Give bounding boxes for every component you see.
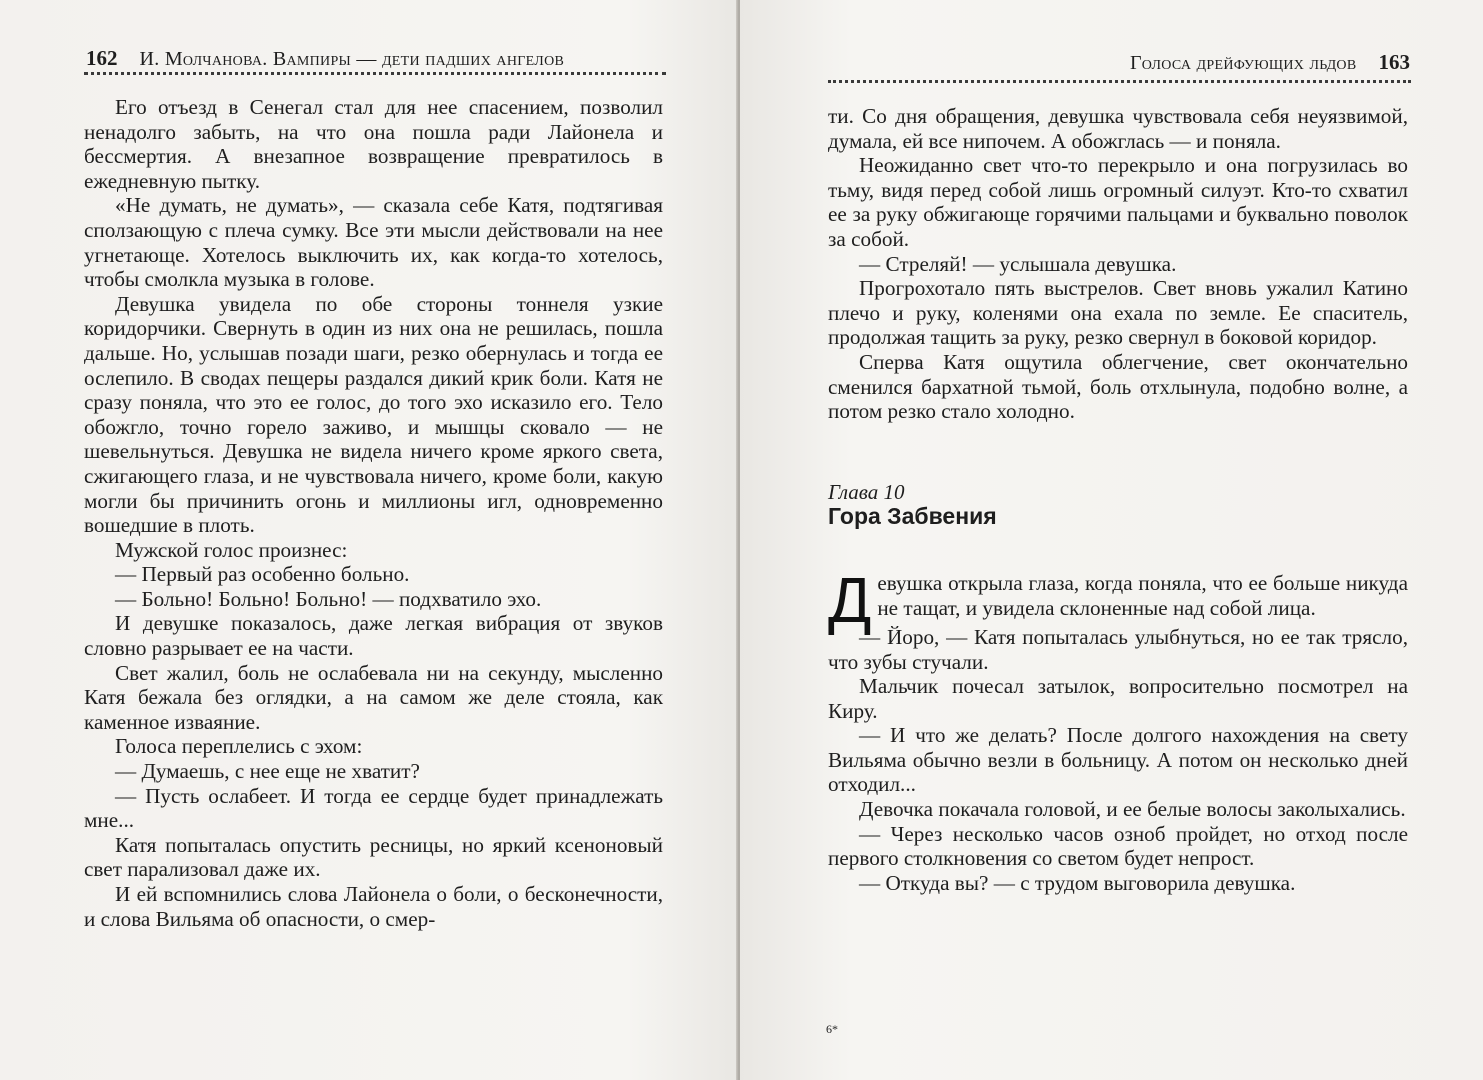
right-page-number: 163 — [1378, 50, 1410, 74]
right-header-rule — [828, 80, 1411, 83]
first-paragraph-text: евушка открыла глаза, когда поняла, что ее больше никуда не тащат, и увидела склоненные над собой лица. — [877, 570, 1408, 620]
dialogue-line: — Откуда вы? — с трудом выговорила девушка. — [859, 870, 1296, 895]
dialogue-line: — Йоро, — Катя попыталась улыбнуться, но ее так трясло, что зубы стучали. — [828, 624, 1408, 674]
left-running-head — [86, 46, 564, 71]
paragraph: Его отъезд в Сенегал стал для нее спасением, позволил ненадолго забыть, на что она пошла ради Лайонела и бессмертия. А внезапное возвращение превратилось в ежедневную пытку. — [84, 95, 663, 193]
chapter-title: Гора Забвения — [828, 503, 997, 530]
paragraph: ти. Со дня обращения, девушка чувствовала себя неуязвимой, думала, ей все нипочем. А обожглась — и поняла. — [828, 104, 1408, 153]
right-running-title: Голоса дрейфующих льдов — [1129, 52, 1357, 74]
paragraph: Девочка покачала головой, и ее белые волосы заколыхались. — [859, 797, 1406, 822]
paragraph: И девушке показалось, даже легкая вибрация от звуков словно разрывает ее на части. — [84, 611, 663, 661]
paragraph: Мужской голос произнес: — [115, 537, 348, 562]
drop-cap: Д — [828, 563, 872, 636]
dialogue-line: — Пусть ослабеет. И тогда ее сердце будет принадлежать мне... — [84, 783, 663, 833]
left-page — [0, 0, 738, 1080]
paragraph: Неожиданно свет что-то перекрыло и она погрузилась во тьму, видя перед собой лишь огромный силуэт. Кто-то схватил ее за руку обжигающе горячими пальцами и буквально поволок за собой. — [828, 153, 1408, 251]
left-header-rule — [84, 72, 666, 75]
printer-signature: 6* — [826, 1022, 838, 1036]
paragraph: Сперва Катя ощутила облегчение, свет окончательно сменился бархатной тьмой, боль отхлынула, подобно волне, а потом резко стало холодно. — [828, 349, 1408, 424]
paragraph: «Не думать, не думать», — сказала себе Катя, подтягивая сползающую с плеча сумку. Все эти мысли действовали на нее угнетающе. Хотелось выключить их, как когда-то хотелось, чтобы смолкла музыка в голове. — [84, 193, 663, 292]
paragraph: Свет жалил, боль не ослабевала ни на секунду, мысленно Катя бежала без оглядки, а на самом же деле стояла, как каменное изваяние. — [84, 660, 663, 734]
dialogue-line: — И что же делать? После долгого нахождения на свету Вильяма обычно везли в больницу. А потом он несколько дней отходил... — [828, 723, 1408, 797]
paragraph: Голоса переплелись с эхом: — [115, 734, 363, 759]
paragraph: И ей вспомнились слова Лайонела о боли, о бесконечности, и слова Вильяма об опасности, о смер- — [84, 882, 663, 931]
dialogue-line: — Больно! Больно! Больно! — подхватило эхо. — [115, 586, 542, 611]
left-running-title: И. Молчанова. Вампиры — дети падших ангелов — [139, 48, 565, 70]
paragraph: Девушка увидела по обе стороны тоннеля узкие коридорчики. Свернуть в один из них она не решилась, пошла дальше. Но, услышав позади шаги, резко обернулась и тогда ее ослепило. В сводах пещеры раздался дикий крик боли. Катя не сразу поняла, что это ее голос, до того эхо исказило его. Тело обожгло, точно горело заживо, и мышцы сковало — не шевельнуться. Девушка не видела ничего кроме яркого света, сжигающего глаза, и не чувствовала ничего, кроме боли, какую могли бы причинить огонь и миллионы игл, одновременно вошедшие в плоть. — [84, 291, 663, 538]
paragraph: Прогрохотало пять выстрелов. Свет вновь ужалил Катино плечо и руку, коленями она ехала по земле. Ее спаситель, продолжая тащить за руку, резко свернул в боковой коридор. — [828, 276, 1408, 350]
dialogue-line: — Первый раз особенно больно. — [115, 562, 410, 587]
paragraph: Катя попыталась опустить ресницы, но яркий ксеноновый свет парализовал даже их. — [84, 832, 663, 882]
right-text-column — [828, 104, 1408, 895]
dialogue-line: — Стреляй! — услышала девушка. — [859, 251, 1177, 276]
dialogue-line: — Думаешь, с нее еще не хватит? — [115, 759, 420, 784]
paragraph: Мальчик почесал затылок, вопросительно посмотрел на Киру. — [828, 674, 1408, 723]
right-page — [740, 0, 1483, 1080]
dialogue-line: — Через несколько часов озноб пройдет, но отход после первого столкновения со светом будет непрост. — [828, 821, 1408, 871]
left-page-number: 162 — [86, 46, 118, 70]
left-text-column — [84, 95, 663, 931]
chapter-first-paragraph — [828, 563, 1408, 636]
chapter-label: Глава 10 — [828, 479, 905, 504]
right-running-head — [1130, 50, 1410, 75]
